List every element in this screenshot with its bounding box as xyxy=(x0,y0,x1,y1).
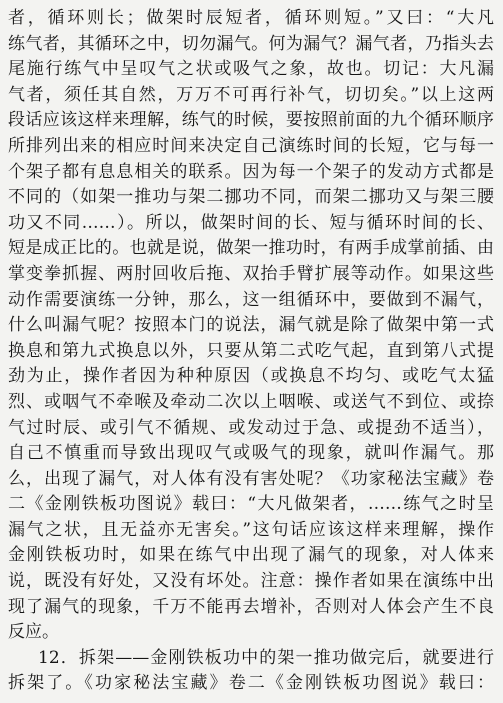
text-line: 不同的（如架一推功与架二挪功不同，而架二挪功又与架三腰 xyxy=(8,187,494,208)
book-page xyxy=(8,6,494,697)
paragraph-end-line: 反应。 xyxy=(8,622,59,643)
text-line: 二《金刚铁板功图说》载曰：“大凡做架者，……练气之时呈 xyxy=(8,494,494,515)
text-line: 么，出现了漏气，对人体有没有害处呢？《功家秘法宝藏》卷 xyxy=(8,468,494,489)
text-line: 什么叫漏气呢？按照本门的说法，漏气就是除了做架中第一式 xyxy=(8,315,494,336)
text-line: 拆架了。《功家秘法宝藏》卷二《金刚铁板功图说》载曰： xyxy=(8,673,494,694)
text-line: 气者，须任其自然，万万不可再行补气，切切矣。”以上这两 xyxy=(8,84,494,105)
text-line: 换息和第九式换息以外，只要从第二式吃气起，直到第八式提 xyxy=(8,340,494,361)
section-heading-line: 12．拆架——金刚铁板功中的架一推功做完后，就要进行 xyxy=(38,647,494,668)
text-line: 气过时辰、或引气不循规、或发动过于急、或提劲不适当）， xyxy=(8,417,494,438)
text-line: 功又不同……）。所以，做架时间的长、短与循环时间的长、 xyxy=(8,212,494,233)
text-line: 烈、或咽气不牵喉及牵动二次以上咽喉、或送气不到位、或捺 xyxy=(8,391,494,412)
text-line: 所排列出来的相应时间来决定自己演练时间的长短，它与每一 xyxy=(8,135,494,156)
text-line: 现了漏气的现象，千万不能再去增补，否则对人体会产生不良 xyxy=(8,596,494,617)
text-line: 短是成正比的。也就是说，做架一推功时，有两手成掌前插、由 xyxy=(8,238,494,259)
text-line: 漏气之状，且无益亦无害矣。”这句话应该这样来理解，操作 xyxy=(8,519,494,540)
text-line: 个架子都有息息相关的联系。因为每一个架子的发动方式都是 xyxy=(8,161,494,182)
text-line: 劲为止，操作者因为种种原因（或换息不均匀、或吃气太猛 xyxy=(8,366,494,387)
text-line: 练气者，其循环之中，切勿漏气。何为漏气？漏气者，乃指头去 xyxy=(8,33,494,54)
text-line: 掌变拳抓握、两肘回收后拖、双抬手臂扩展等动作。如果这些 xyxy=(8,263,494,284)
text-line: 说，既没有好处，又没有坏处。注意：操作者如果在演练中出 xyxy=(8,571,494,592)
text-line: 者，循环则长；做架时辰短者，循环则短。”又曰：“大凡 xyxy=(8,8,494,28)
text-line: 尾施行练气中呈叹气之状或吸气之象，故也。切记：大凡漏 xyxy=(8,59,494,80)
text-line: 动作需要演练一分钟，那么，这一组循环中，要做到不漏气， xyxy=(8,289,494,310)
text-line: 段话应该这样来理解，练气的时候，要按照前面的九个循环顺序 xyxy=(8,110,494,131)
text-line: 自己不慎重而导致出现叹气或吸气的现象，就叫作漏气。那 xyxy=(8,443,494,464)
text-line: 金刚铁板功时，如果在练气中出现了漏气的现象，对人体来 xyxy=(8,545,494,566)
